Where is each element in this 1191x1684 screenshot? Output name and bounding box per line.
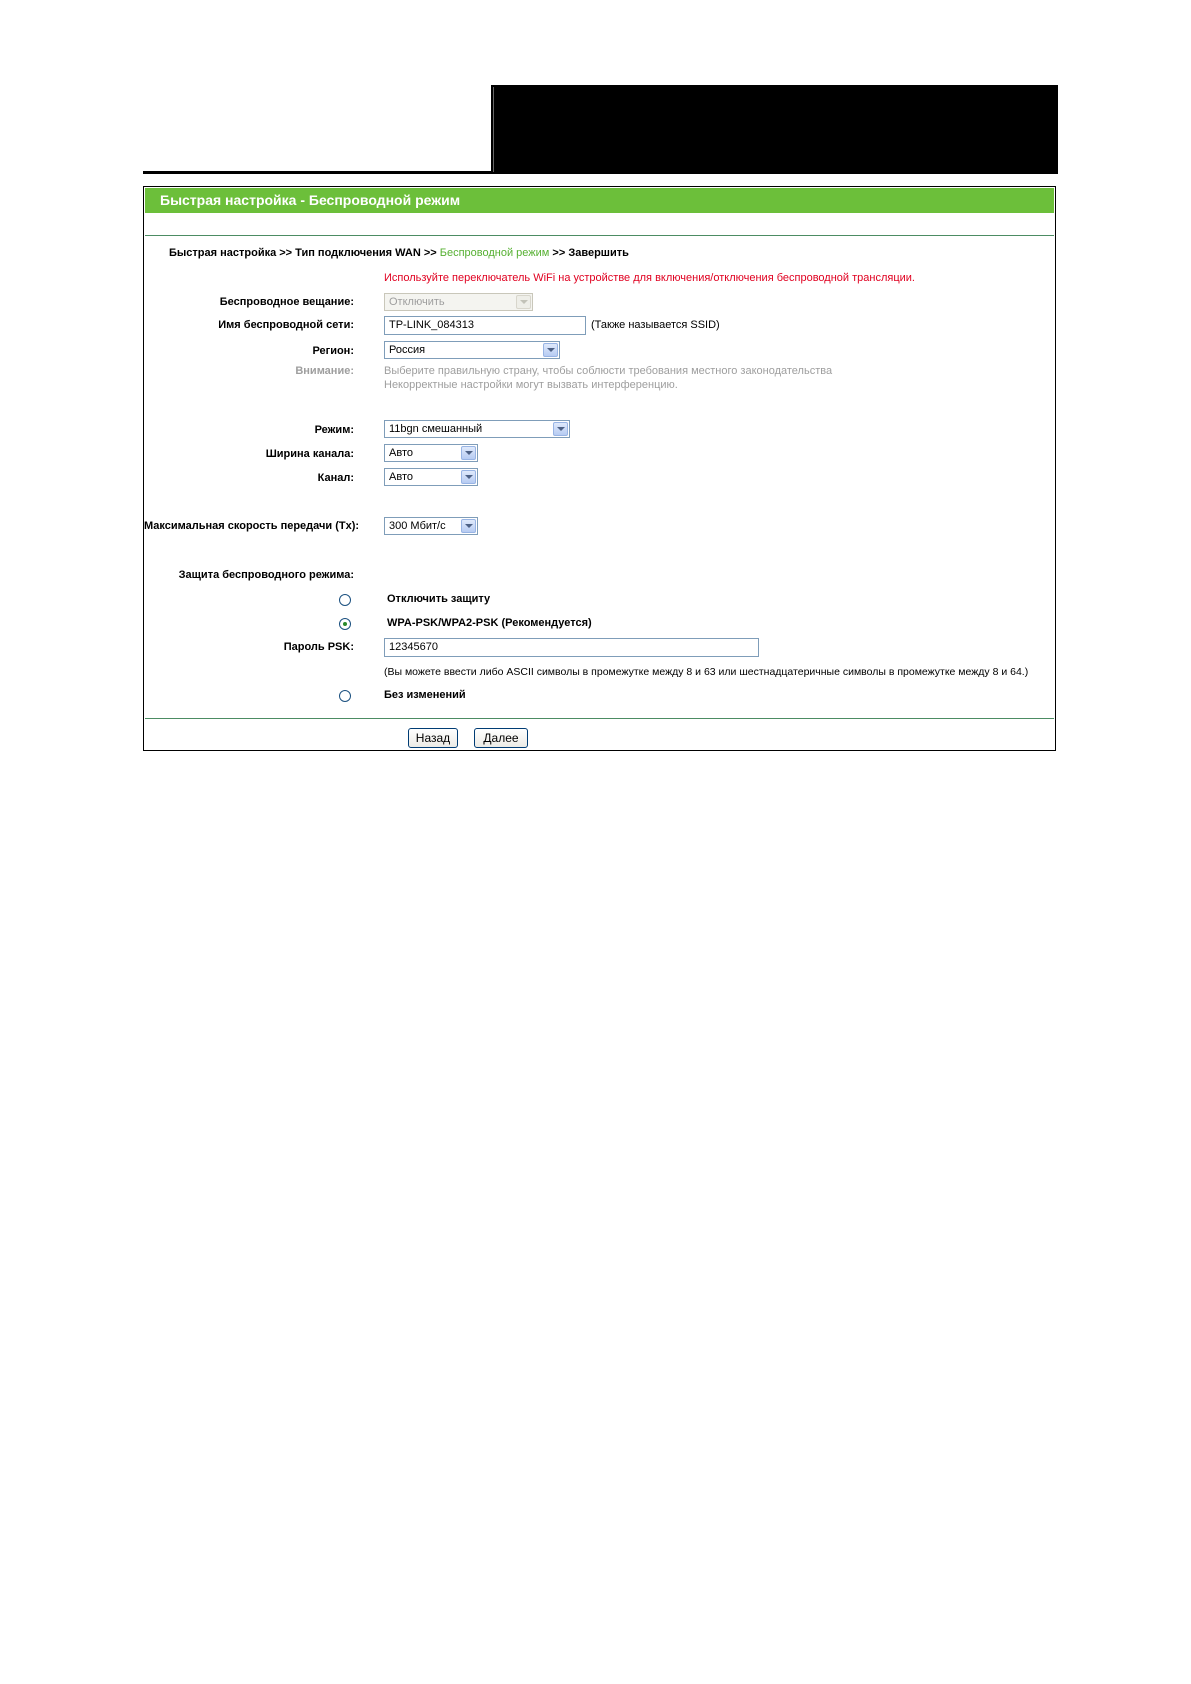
psk-hint: (Вы можете ввести либо ASCII символы в промежутке между 8 и 63 или шестнадцатеричные символы в промежутке между 8 и 64.): [384, 666, 1029, 678]
warning-line-2: Некорректные настройки могут вызвать интерференцию.: [384, 379, 678, 391]
next-button[interactable]: Далее: [474, 728, 528, 748]
chevron-down-icon: [553, 422, 568, 436]
broadcast-value: Отключить: [389, 296, 445, 308]
region-value: Россия: [389, 344, 426, 356]
security-nochange-label: Без изменений: [384, 689, 466, 701]
region-label: Регион:: [312, 345, 354, 357]
mode-select[interactable]: [384, 420, 570, 438]
warning-label: Внимание:: [295, 365, 354, 377]
chevron-down-icon: [461, 446, 476, 460]
breadcrumb-finish: >> Завершить: [549, 247, 629, 259]
wifi-switch-note: Используйте переключатель WiFi на устройстве для включения/отключения беспроводной трансляции.: [384, 272, 915, 284]
broadcast-select: [384, 293, 533, 311]
breadcrumb-steps: Быстрая настройка >> Тип подключения WAN >>: [169, 247, 440, 259]
security-wpa-label: WPA-PSK/WPA2-PSK (Рекомендуется): [387, 617, 592, 629]
security-nochange-radio[interactable]: [339, 690, 351, 702]
security-disable-label: Отключить защиту: [387, 593, 491, 605]
breadcrumb: [169, 247, 629, 259]
channel-select[interactable]: [384, 468, 478, 486]
back-button[interactable]: Назад: [408, 728, 458, 748]
region-select[interactable]: [384, 341, 560, 359]
breadcrumb-current: Беспроводной режим: [439, 247, 550, 259]
tx-rate-label: Максимальная скорость передачи (Tx):: [144, 520, 360, 532]
ssid-value: TP-LINK_084313: [389, 319, 474, 331]
panel-title: Быстрая настройка - Беспроводной режим: [145, 188, 1054, 213]
chevron-down-icon: [516, 295, 531, 309]
psk-input[interactable]: [384, 638, 759, 657]
ssid-label: Имя беспроводной сети:: [218, 319, 354, 331]
channel-width-value: Авто: [389, 447, 413, 459]
mode-label: Режим:: [314, 424, 354, 436]
channel-label: Канал:: [317, 472, 354, 484]
channel-width-label: Ширина канала:: [265, 448, 354, 460]
divider: [145, 718, 1054, 719]
chevron-down-icon: [461, 519, 476, 533]
security-label: Защита беспроводного режима:: [178, 569, 354, 581]
broadcast-label: Беспроводное вещание:: [219, 296, 354, 308]
security-disable-radio[interactable]: [339, 594, 351, 606]
tx-rate-select[interactable]: [384, 517, 478, 535]
psk-value: 12345670: [389, 641, 438, 653]
chevron-down-icon: [543, 343, 558, 357]
document-header-rule: [143, 171, 493, 174]
divider: [145, 235, 1054, 236]
tx-rate-value: 300 Мбит/с: [389, 520, 446, 532]
channel-value: Авто: [389, 471, 413, 483]
chevron-down-icon: [461, 470, 476, 484]
ssid-input[interactable]: [384, 316, 586, 335]
warning-line-1: Выберите правильную страну, чтобы соблюсти требования местного законодательства: [384, 365, 833, 377]
mode-value: 11bgn смешанный: [389, 423, 483, 435]
channel-width-select[interactable]: [384, 444, 478, 462]
quick-setup-wireless-panel: [143, 186, 1056, 751]
psk-label: Пароль PSK:: [283, 641, 354, 653]
ssid-hint: (Также называется SSID): [591, 319, 720, 331]
security-wpa-radio[interactable]: [339, 618, 351, 630]
document-header-block: [491, 85, 1058, 174]
